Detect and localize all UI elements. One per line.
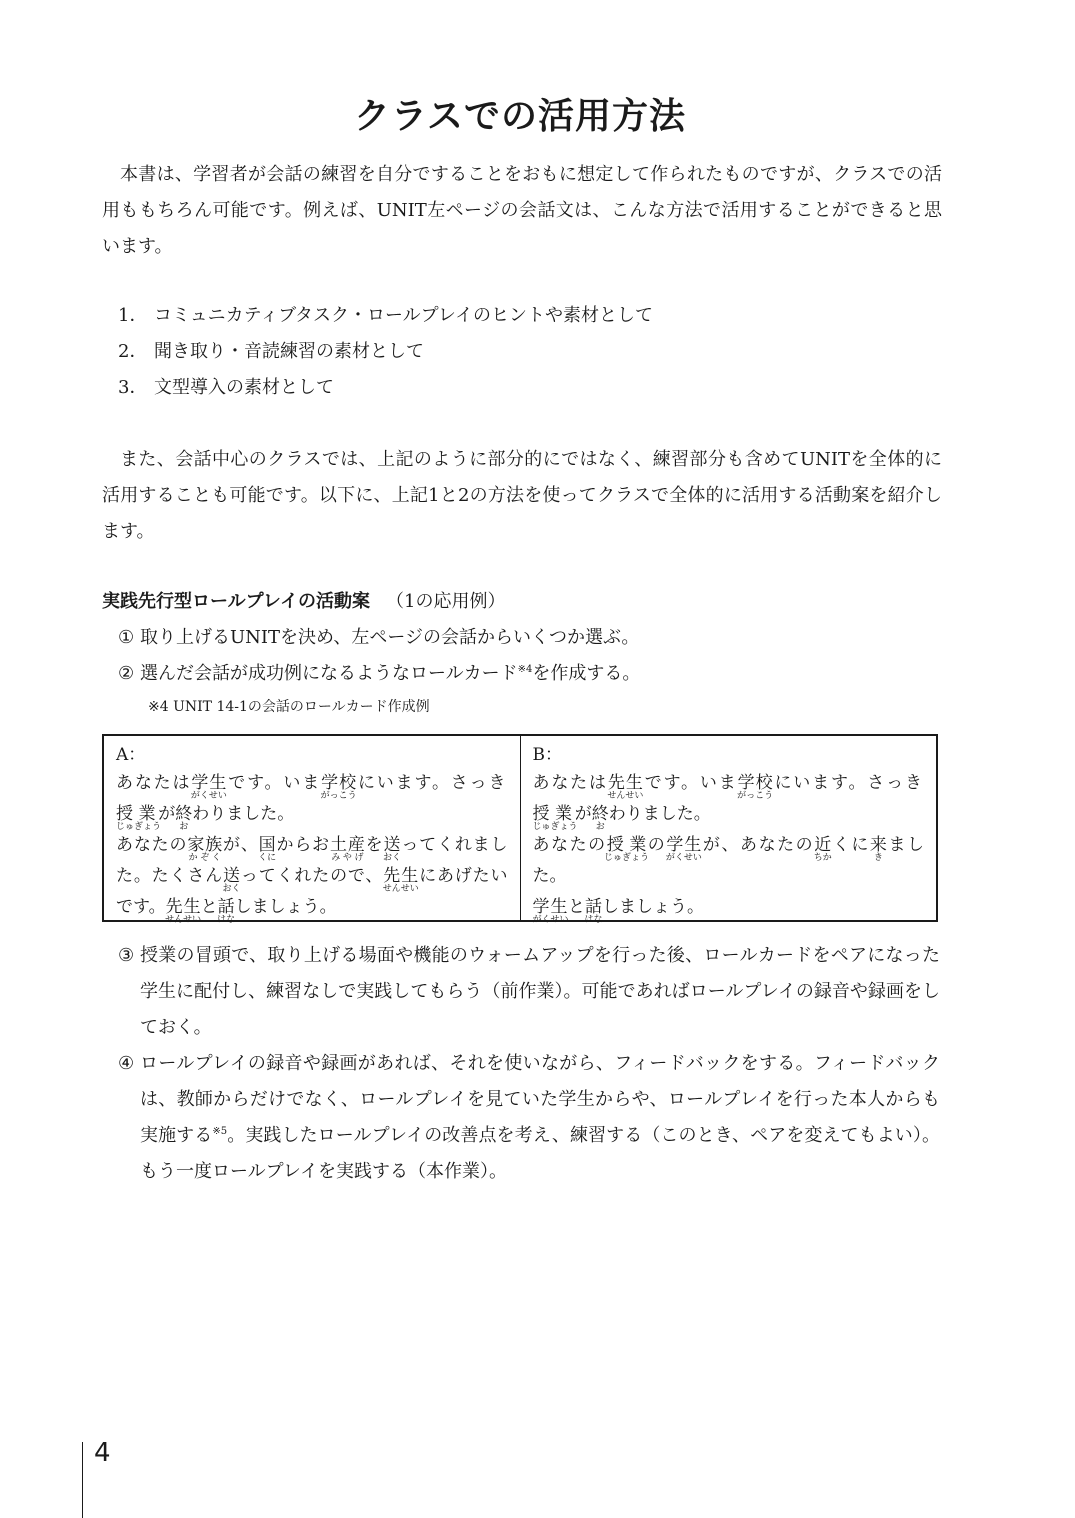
- footnote: ※4 UNIT 14-1の会話のロールカード作成例: [148, 699, 430, 715]
- role-card-a: [104, 736, 520, 925]
- step-item: [118, 938, 940, 1046]
- step-text-continued: を作成する。: [532, 663, 641, 684]
- list-number: 1．: [118, 305, 148, 326]
- steps-list: [118, 620, 940, 692]
- list-item: [118, 298, 653, 334]
- usage-list: [118, 298, 653, 406]
- section-heading: [102, 587, 505, 617]
- step-text: 授業の冒頭で、取り上げる場面や機能のウォームアップを行った後、ロールカードをペアになった学生に配付し、練習なしで実践してもらう（前作業）。可能であればロールプレイの録音や録画をしておく。: [140, 945, 940, 1038]
- page-number-rule: [82, 1442, 83, 1518]
- step-text-continued: 。実践したロールプレイの改善点を考え、練習する（このとき、ペアを変えてもよい）。もう一度ロールプレイを実践する（本作業）。: [140, 1125, 940, 1182]
- intro-paragraph: 本書は、学習者が会話の練習を自分ですることをおもに想定して作られたものですが、クラスでの活用ももちろん可能です。例えば、UNIT左ページの会話文は、こんな方法で活用することができると思います。: [102, 164, 942, 257]
- step-item: [118, 656, 940, 692]
- role-card-table: [102, 734, 938, 925]
- list-number: 3．: [118, 377, 148, 398]
- step-marker: ①: [118, 627, 135, 648]
- list-number: 2．: [118, 341, 148, 362]
- role-card-b: [520, 736, 937, 925]
- footnote-ref: ※5: [212, 1126, 228, 1137]
- section-heading-note: （1の応用例）: [386, 591, 506, 612]
- list-text: 文型導入の素材として: [154, 377, 334, 398]
- step-marker: ④: [118, 1053, 135, 1074]
- page-number: 4: [94, 1438, 111, 1468]
- role-card-text: あなたは学生がくせいです。いま学校がっこうにいます。さっき授業じゅぎょうが終おわりました。 あなたの家族かぞくが、国くにからお土産みやげを送おくってくれました。たくさん送おくってくれたので、先生せんせいにあげたいです。先生せんせいと話はなしましょう。: [116, 773, 508, 925]
- section-heading-text: 実践先行型ロールプレイの活動案: [102, 591, 371, 612]
- list-item: [118, 370, 653, 406]
- step-text: 選んだ会話が成功例になるようなロールカード: [140, 663, 518, 684]
- step-item: [118, 1046, 940, 1190]
- role-card-text: あなたは先生せんせいです。いま学校がっこうにいます。さっき授業じゅぎょうが終おわりました。 あなたの授業じゅぎょうの学生がくせいが、あなたの近ちかくに来きました。 学生がくせいと話はなしましょう。: [532, 773, 925, 925]
- list-item: [118, 334, 653, 370]
- page-title: クラスでの活用方法: [354, 96, 686, 137]
- list-text: 聞き取り・音読練習の素材として: [154, 341, 424, 362]
- step-text: ロールプレイの録音や録画があれば、それを使いながら、フィードバックをする。フィードバックは、教師からだけでなく、ロールプレイを見ていた学生からや、ロールプレイを行った本人からも実施する: [140, 1053, 940, 1146]
- second-paragraph: また、会話中心のクラスでは、上記のように部分的にではなく、練習部分も含めてUNITを全体的に活用することも可能です。以下に、上記1と2の方法を使ってクラスで全体的に活用する活動案を紹介します。: [102, 449, 942, 542]
- steps-list-continued: [118, 938, 940, 1190]
- step-text: 取り上げるUNITを決め、左ページの会話からいくつか選ぶ。: [140, 627, 640, 648]
- step-marker: ③: [118, 945, 135, 966]
- step-item: [118, 620, 940, 656]
- role-card-label: B：: [532, 745, 562, 765]
- footnote-ref: ※4: [517, 664, 533, 675]
- role-card-label: A：: [116, 745, 146, 765]
- step-marker: ②: [118, 663, 135, 684]
- list-text: コミュニカティブタスク・ロールプレイのヒントや素材として: [154, 305, 653, 326]
